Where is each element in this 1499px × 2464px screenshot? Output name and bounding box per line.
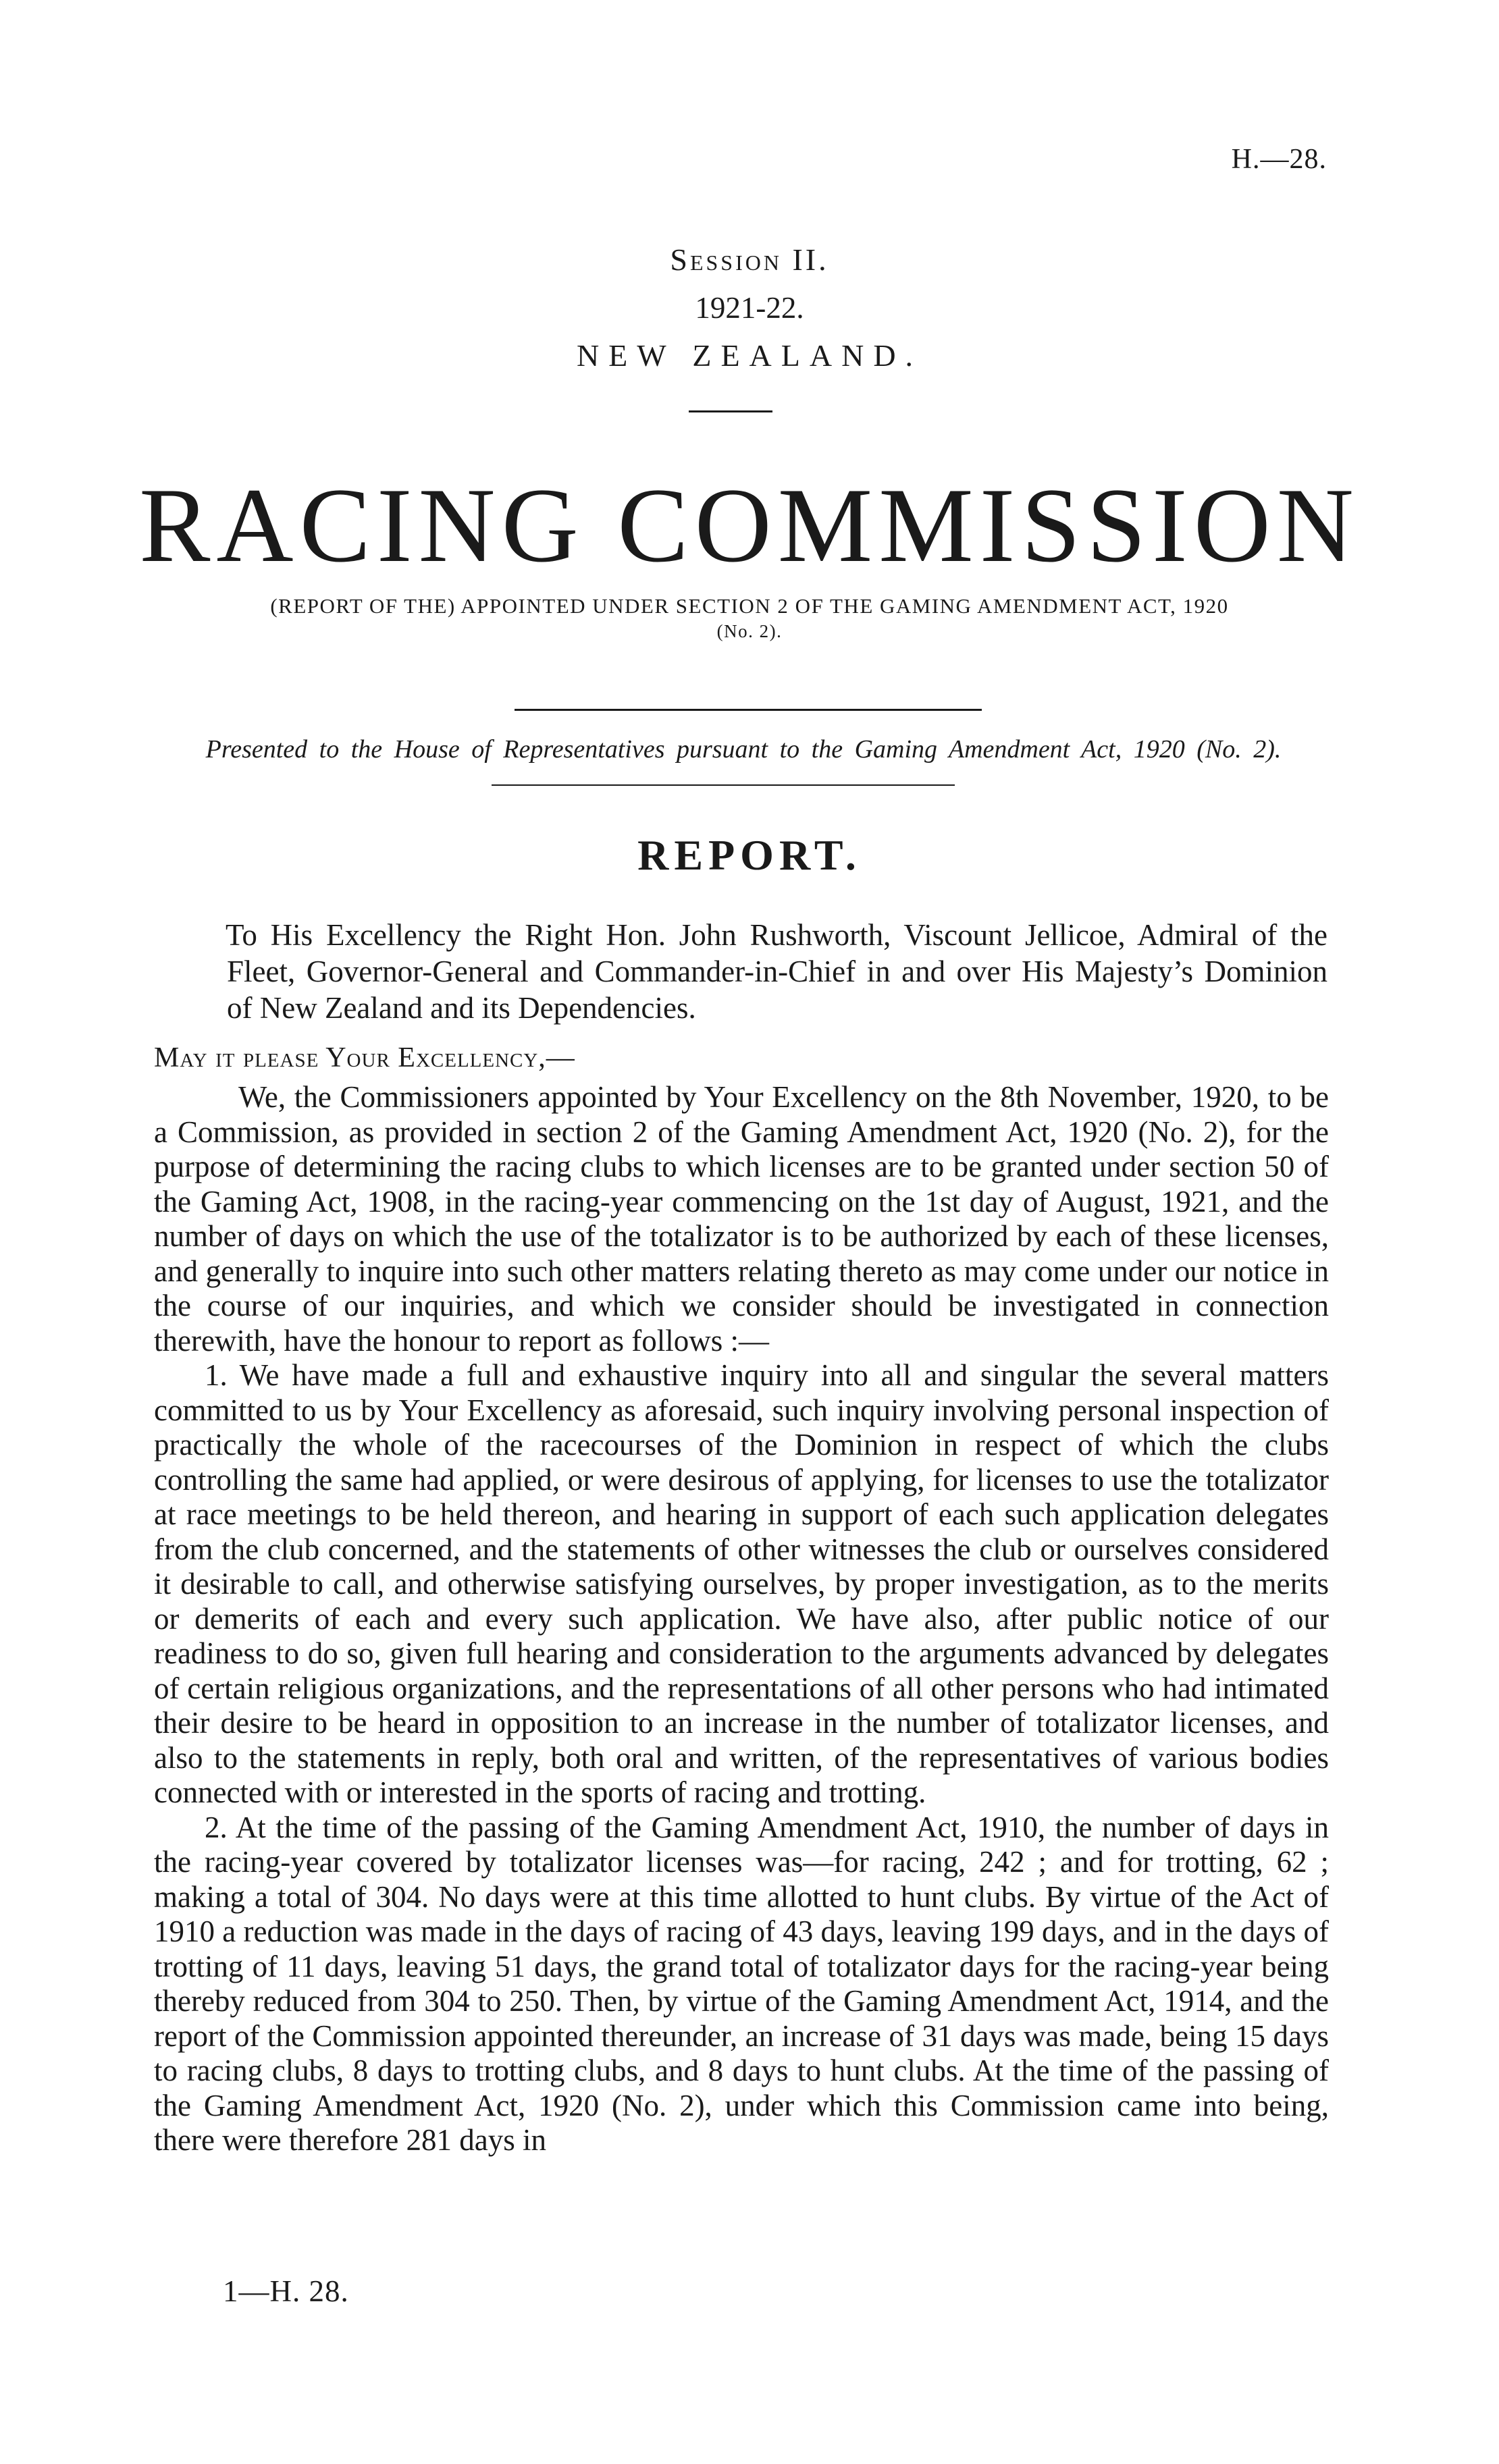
country-name: NEW ZEALAND. [576, 338, 923, 373]
document-subtitle [0, 593, 1499, 643]
subtitle-line-1: (REPORT OF THE) APPOINTED UNDER SECTION 2 OF THE GAMING AMENDMENT ACT, 1920 [270, 594, 1229, 618]
session-years: 1921-22. [695, 291, 804, 325]
presented-bottom-rule [492, 784, 955, 786]
paragraph-intro: We, the Commissioners appointed by Your Excellency on the 8th November, 1920, to be a Commission, as provided in section 2 of the Gaming Amendment Act, 1920 (No. 2), for the purpose of determining the racing clubs to which licenses are to be granted under section 50 of the Gaming Act, 1908, in the racing-year commencing on the 1st day of August, 1921, and the number of days on which the use of the totalizator is to be authorized by each of these licenses, and generally to inquire into such other matters relating thereto as may come under our notice in the course of our inquiries, and which we consider should be investigated in connection therewith, have the honour to report as follows :— [154, 1080, 1329, 1358]
document-reference: H.—28. [1231, 144, 1327, 175]
paragraph-2: 2. At the time of the passing of the Gaming Amendment Act, 1910, the number of days in the racing-year covered by totalizator licenses was—for racing, 242 ; and for trotting, 62 ; making a total of 304. No days were at this time allotted to hunt clubs. By virtue of the Act of 1910 a reduction was made in the days of racing of 43 days, leaving 199 days, and in the days of trotting of 11 days, leaving 51 days, the grand total of totalizator days for the racing-year being thereby reduced from 304 to 250. Then, by virtue of the Gaming Amendment Act, 1914, and the report of the Commission appointed thereunder, an increase of 31 days was made, being 15 days to racing clubs, 8 days to trotting clubs, and 8 days to hunt clubs. At the time of the passing of the Gaming Amendment Act, 1920 (No. 2), under which this Commission came into being, there were therefore 281 days in [154, 1810, 1329, 2157]
presented-top-rule [515, 709, 982, 711]
paragraph-1: 1. We have made a full and exhaustive inquiry into all and singular the several matters committed to us by Your Excellency as aforesaid, such inquiry involving personal inspection of practically the whole of the racecourses of the Dominion in respect of which the clubs controlling the same had applied, or were desirous of applying, for licenses to use the totalizator at race meetings to be held thereon, and hearing in support of each such application delegates from the club concerned, and the statements of other witnesses the club or ourselves considered it desirable to call, and otherwise satisfying ourselves, by proper investigation, as to the merits or demerits of each and every such application. We have also, after public notice of our readiness to do so, given full hearing and consideration to the arguments advanced by delegates of certain religious organizations, and the representations of all other persons who had intimated their desire to be heard in opposition to an increase in the number of totalizator licenses, and also to the statements in reply, both oral and written, of the representatives of various bodies connected with or interested in the sports of racing and trotting. [154, 1358, 1329, 1809]
report-heading: REPORT. [637, 831, 862, 879]
presentation-note: Presented to the House of Representatives pursuant to the Gaming Amendment Act, 1920 (No. 2). [205, 735, 1282, 764]
subtitle-line-2: (No. 2). [716, 621, 783, 642]
document-title: RACING COMMISSION [139, 466, 1360, 585]
page-signature: 1—H. 28. [223, 2274, 349, 2308]
salutation: May it please Your Excellency,— [154, 1042, 575, 1073]
address-block: To His Excellency the Right Hon. John Rushworth, Viscount Jellicoe, Admiral of the Fleet, Governor-General and Commander-in-Chief in and over His Majesty’s Dominion of New Zealand and its Dependencies. [226, 918, 1327, 1025]
report-body [154, 1080, 1329, 2158]
header-divider [689, 410, 772, 412]
session-label: Session II. [670, 242, 829, 277]
